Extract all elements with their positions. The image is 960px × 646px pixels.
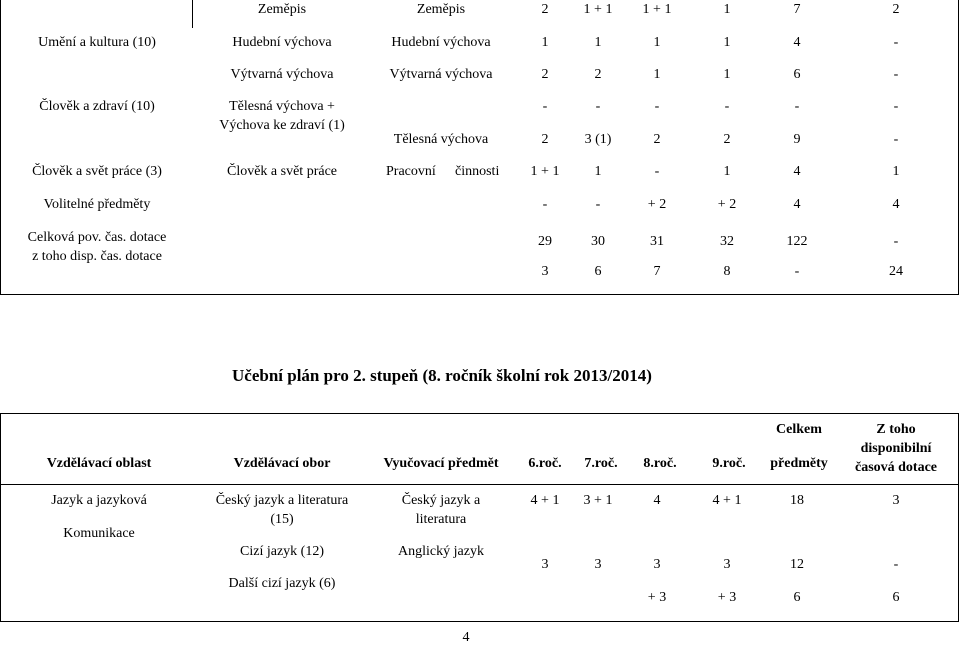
area-cell: Celková pov. čas. dotace xyxy=(27,230,167,245)
area-cell: z toho disp. čas. dotace xyxy=(32,249,162,264)
grade9-cell: 2 xyxy=(723,132,731,147)
total-cell: 4 xyxy=(793,164,801,179)
table-border xyxy=(0,413,1,622)
grade9-cell: - xyxy=(724,99,730,114)
subject-cell: Výtvarná výchova xyxy=(389,67,493,82)
disposable-cell: - xyxy=(893,67,899,82)
disposable-cell: - xyxy=(893,557,899,572)
subject-cell: Hudební výchova xyxy=(391,35,491,50)
header-area: Vzdělávací oblast xyxy=(46,456,152,471)
area-cell: Komunikace xyxy=(63,526,135,541)
grade6-cell: 1 + 1 xyxy=(530,164,560,179)
grade6-cell: 2 xyxy=(541,2,549,17)
title-part-1: Učební plán pro 2. stupeň (8. ročník xyxy=(232,366,493,385)
field-cell: Výchova ke zdraví (1) xyxy=(219,118,345,133)
grade6-cell: 4 + 1 xyxy=(530,493,560,508)
disposable-cell: - xyxy=(893,132,899,147)
subject-cell: literatura xyxy=(415,512,467,527)
table-border xyxy=(0,413,959,414)
table-border xyxy=(958,0,959,294)
grade6-cell: 2 xyxy=(541,67,549,82)
grade9-cell: 8 xyxy=(723,264,731,279)
area-cell: Člověk a svět práce (3) xyxy=(32,164,162,179)
grade9-cell: 1 xyxy=(723,35,731,50)
grade8-cell: - xyxy=(654,99,660,114)
subject-cell: Tělesná výchova xyxy=(393,132,489,147)
total-cell: 6 xyxy=(793,590,801,605)
page-title xyxy=(232,366,652,386)
header-grade6: 6.roč. xyxy=(528,456,562,471)
grade6-cell: - xyxy=(542,99,548,114)
total-cell: 7 xyxy=(793,2,801,17)
grade8-cell: - xyxy=(654,164,660,179)
grade8-cell: 7 xyxy=(653,264,661,279)
table-border xyxy=(0,294,959,295)
grade8-cell: 3 xyxy=(653,557,661,572)
grade8-cell: 1 xyxy=(653,67,661,82)
subject-cell: Pracovní xyxy=(386,164,436,179)
subject-cell: Český jazyk a xyxy=(401,493,481,508)
grade6-cell: - xyxy=(542,197,548,212)
grade8-cell: 2 xyxy=(653,132,661,147)
grade9-cell: + 3 xyxy=(717,590,737,605)
header-total: předměty xyxy=(770,456,828,471)
disposable-cell: - xyxy=(893,99,899,114)
grade9-cell: 1 xyxy=(723,67,731,82)
subject-cell: Zeměpis xyxy=(416,2,466,17)
total-cell: 18 xyxy=(790,493,804,508)
grade6-cell: 3 xyxy=(541,557,549,572)
subject-cell: Anglický jazyk xyxy=(398,544,484,559)
total-cell: 122 xyxy=(786,234,808,249)
grade7-cell: 3 (1) xyxy=(584,132,612,147)
grade9-cell: 1 xyxy=(723,2,731,17)
grade8-cell: 1 + 1 xyxy=(642,2,672,17)
field-cell: Další cizí jazyk (6) xyxy=(228,576,336,591)
grade7-cell: 3 xyxy=(594,557,602,572)
grade6-cell: 2 xyxy=(541,132,549,147)
header-disposable: Z toho xyxy=(876,422,916,437)
total-cell: 6 xyxy=(793,67,801,82)
grade8-cell: 4 xyxy=(653,493,661,508)
grade7-cell: 3 + 1 xyxy=(583,493,613,508)
header-disposable: disponibilní xyxy=(860,441,932,456)
disposable-cell: 3 xyxy=(892,493,900,508)
field-cell: Zeměpis xyxy=(257,2,307,17)
grade6-cell: 29 xyxy=(538,234,552,249)
disposable-cell: - xyxy=(893,234,899,249)
header-grade9: 9.roč. xyxy=(712,456,746,471)
field-cell: Tělesná výchova + xyxy=(229,99,335,114)
total-cell: 4 xyxy=(793,197,801,212)
grade7-cell: - xyxy=(595,197,601,212)
field-cell: Člověk a svět práce xyxy=(226,164,338,179)
total-cell: - xyxy=(794,264,800,279)
grade9-cell: 1 xyxy=(723,164,731,179)
table-border xyxy=(0,621,959,622)
field-cell: Výtvarná výchova xyxy=(230,67,334,82)
grade8-cell: 1 xyxy=(653,35,661,50)
table-border xyxy=(958,413,959,622)
total-cell: 9 xyxy=(793,132,801,147)
header-total: Celkem xyxy=(776,422,822,437)
field-cell: Hudební výchova xyxy=(232,35,332,50)
grade7-cell: - xyxy=(595,99,601,114)
area-cell: Volitelné předměty xyxy=(43,197,151,212)
disposable-cell: 4 xyxy=(892,197,900,212)
area-cell: Umění a kultura (10) xyxy=(38,35,156,50)
title-part-2: školní rok 2013/2014) xyxy=(496,366,652,385)
area-cell: Člověk a zdraví (10) xyxy=(39,99,155,114)
area-cell: Jazyk a jazyková xyxy=(51,493,147,508)
total-cell: 4 xyxy=(793,35,801,50)
grade9-cell: + 2 xyxy=(717,197,737,212)
disposable-cell: - xyxy=(893,35,899,50)
header-grade8: 8.roč. xyxy=(643,456,677,471)
grade7-cell: 1 xyxy=(594,35,602,50)
field-cell: Český jazyk a literatura xyxy=(215,493,349,508)
grade9-cell: 4 + 1 xyxy=(712,493,742,508)
disposable-cell: 1 xyxy=(892,164,900,179)
disposable-cell: 24 xyxy=(889,264,903,279)
table-border xyxy=(0,484,959,485)
grade9-cell: 32 xyxy=(720,234,734,249)
grade7-cell: 1 + 1 xyxy=(583,2,613,17)
grade8-cell: + 2 xyxy=(647,197,667,212)
grade8-cell: 31 xyxy=(650,234,664,249)
header-disposable: časová dotace xyxy=(854,460,938,475)
grade9-cell: 3 xyxy=(723,557,731,572)
grade6-cell: 3 xyxy=(541,264,549,279)
header-grade7: 7.roč. xyxy=(584,456,618,471)
disposable-cell: 6 xyxy=(892,590,900,605)
grade8-cell: + 3 xyxy=(647,590,667,605)
column-divider xyxy=(192,0,193,28)
page-number: 4 xyxy=(462,630,470,645)
subject-cell: činnosti xyxy=(455,164,500,179)
field-cell: Cizí jazyk (12) xyxy=(240,544,324,559)
field-cell: (15) xyxy=(270,512,294,527)
grade7-cell: 6 xyxy=(594,264,602,279)
total-cell: - xyxy=(794,99,800,114)
grade7-cell: 30 xyxy=(591,234,605,249)
header-field: Vzdělávací obor xyxy=(233,456,331,471)
header-subject: Vyučovací předmět xyxy=(383,456,499,471)
table-border xyxy=(0,0,1,294)
grade6-cell: 1 xyxy=(541,35,549,50)
total-cell: 12 xyxy=(790,557,804,572)
grade7-cell: 1 xyxy=(594,164,602,179)
grade7-cell: 2 xyxy=(594,67,602,82)
disposable-cell: 2 xyxy=(892,2,900,17)
